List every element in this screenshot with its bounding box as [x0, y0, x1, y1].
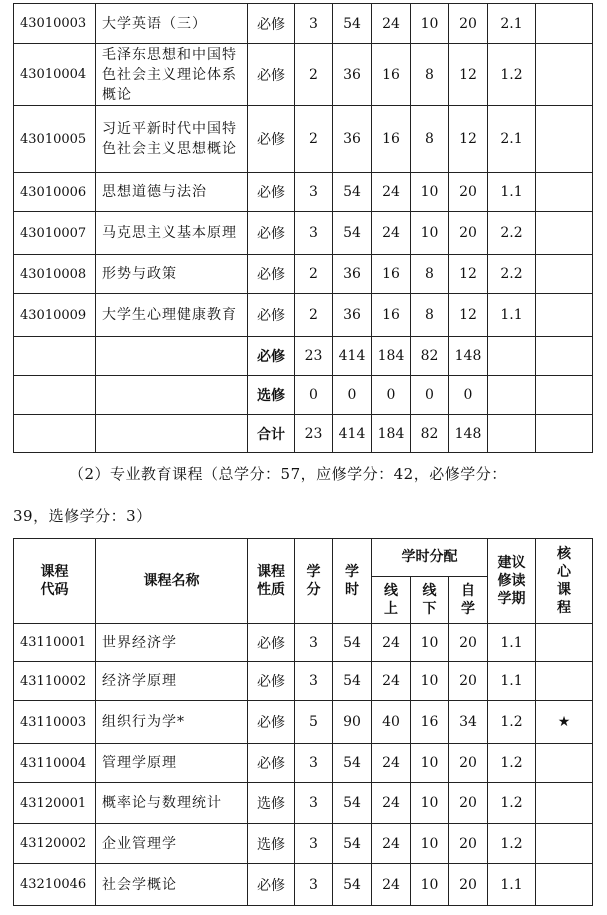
course-credit: 3	[295, 744, 333, 783]
course-hours: 90	[333, 701, 372, 744]
general-course-table	[13, 3, 593, 453]
table-row	[14, 255, 593, 294]
header-semester: 建议修读学期	[488, 539, 536, 624]
summary-offline: 82	[411, 337, 449, 376]
hours-self: 20	[449, 783, 488, 824]
course-code: 43110001	[14, 624, 96, 662]
suggested-semester: 1.1	[488, 864, 536, 906]
core-mark	[536, 255, 593, 294]
table-row	[14, 4, 593, 44]
course-code: 43120002	[14, 824, 96, 864]
summary-row	[14, 376, 593, 415]
course-type: 选修	[248, 783, 295, 824]
suggested-semester: 2.2	[488, 212, 536, 255]
table-row	[14, 824, 593, 864]
header-hours: 学时	[333, 539, 372, 624]
course-type: 必修	[248, 864, 295, 906]
table-row	[14, 662, 593, 701]
professional-course-table	[13, 538, 593, 906]
core-mark	[536, 4, 593, 44]
course-name: 形势与政策	[96, 255, 248, 294]
course-credit: 2	[295, 294, 333, 337]
core-mark	[536, 624, 593, 662]
table-row	[14, 783, 593, 824]
core-mark	[536, 106, 593, 173]
suggested-semester: 2.1	[488, 106, 536, 173]
course-code: 43010003	[14, 4, 96, 44]
summary-online: 184	[372, 337, 411, 376]
course-credit: 3	[295, 173, 333, 212]
summary-offline: 82	[411, 415, 449, 453]
hours-online: 16	[372, 106, 411, 173]
course-code: 43110003	[14, 701, 96, 744]
course-code: 43010008	[14, 255, 96, 294]
hours-online: 24	[372, 173, 411, 212]
course-hours: 54	[333, 173, 372, 212]
hours-online: 24	[372, 212, 411, 255]
hours-self: 20	[449, 744, 488, 783]
table-row	[14, 864, 593, 906]
core-mark	[536, 824, 593, 864]
summary-self: 0	[449, 376, 488, 415]
hours-offline: 8	[411, 44, 449, 106]
course-credit: 2	[295, 44, 333, 106]
hours-offline: 10	[411, 212, 449, 255]
table-row	[14, 173, 593, 212]
course-type: 选修	[248, 824, 295, 864]
summary-hours: 0	[333, 376, 372, 415]
hours-self: 34	[449, 701, 488, 744]
table-row	[14, 294, 593, 337]
summary-label: 合计	[248, 415, 295, 453]
summary-offline: 0	[411, 376, 449, 415]
hours-online: 24	[372, 4, 411, 44]
hours-online: 24	[372, 783, 411, 824]
suggested-semester: 1.2	[488, 824, 536, 864]
course-name: 思想道德与法治	[96, 173, 248, 212]
course-code: 43120001	[14, 783, 96, 824]
summary-credit: 23	[295, 415, 333, 453]
summary-self: 148	[449, 415, 488, 453]
summary-label: 选修	[248, 376, 295, 415]
course-type: 必修	[248, 212, 295, 255]
course-code: 43010005	[14, 106, 96, 173]
summary-hours: 414	[333, 415, 372, 453]
course-credit: 3	[295, 824, 333, 864]
course-code: 43010006	[14, 173, 96, 212]
hours-offline: 8	[411, 255, 449, 294]
course-name: 经济学原理	[96, 662, 248, 701]
suggested-semester: 1.1	[488, 662, 536, 701]
course-name: 社会学概论	[96, 864, 248, 906]
course-hours: 54	[333, 824, 372, 864]
course-hours: 54	[333, 4, 372, 44]
course-type: 必修	[248, 173, 295, 212]
core-mark	[536, 173, 593, 212]
course-code: 43010004	[14, 44, 96, 106]
header-distribution: 学时分配	[372, 539, 488, 577]
course-name: 企业管理学	[96, 824, 248, 864]
table-row	[14, 624, 593, 662]
course-credit: 3	[295, 783, 333, 824]
course-credit: 3	[295, 4, 333, 44]
summary-hours: 414	[333, 337, 372, 376]
summary-row	[14, 415, 593, 453]
course-type: 必修	[248, 106, 295, 173]
header-self: 自学	[449, 577, 488, 624]
course-hours: 54	[333, 624, 372, 662]
course-type: 必修	[248, 294, 295, 337]
hours-self: 20	[449, 4, 488, 44]
suggested-semester: 2.2	[488, 255, 536, 294]
course-type: 必修	[248, 4, 295, 44]
hours-online: 24	[372, 624, 411, 662]
hours-online: 24	[372, 864, 411, 906]
course-hours: 54	[333, 864, 372, 906]
course-name: 马克思主义基本原理	[96, 212, 248, 255]
suggested-semester: 1.1	[488, 294, 536, 337]
summary-credit: 0	[295, 376, 333, 415]
core-mark: ★	[536, 701, 593, 744]
course-credit: 5	[295, 701, 333, 744]
header-credit: 学分	[295, 539, 333, 624]
hours-self: 20	[449, 662, 488, 701]
core-mark	[536, 212, 593, 255]
header-online: 线上	[372, 577, 411, 624]
suggested-semester: 1.1	[488, 624, 536, 662]
hours-online: 24	[372, 744, 411, 783]
summary-self: 148	[449, 337, 488, 376]
header-offline: 线下	[411, 577, 449, 624]
course-credit: 3	[295, 864, 333, 906]
hours-online: 16	[372, 44, 411, 106]
header-code: 课程代码	[14, 539, 96, 624]
header-name: 课程名称	[96, 539, 248, 624]
suggested-semester: 1.2	[488, 744, 536, 783]
course-name: 大学英语（三）	[96, 4, 248, 44]
hours-self: 12	[449, 255, 488, 294]
course-type: 必修	[248, 662, 295, 701]
hours-self: 12	[449, 44, 488, 106]
summary-row	[14, 337, 593, 376]
section-paragraph-line1: （2）专业教育课程（总学分：57，应修学分：42，必修学分：	[69, 465, 507, 483]
core-mark	[536, 744, 593, 783]
course-hours: 36	[333, 294, 372, 337]
core-mark	[536, 864, 593, 906]
course-code: 43110002	[14, 662, 96, 701]
hours-offline: 10	[411, 744, 449, 783]
course-type: 必修	[248, 255, 295, 294]
hours-online: 40	[372, 701, 411, 744]
course-name: 毛泽东思想和中国特色社会主义理论体系概论	[96, 44, 248, 106]
header-type: 课程性质	[248, 539, 295, 624]
hours-self: 20	[449, 173, 488, 212]
course-name: 管理学原理	[96, 744, 248, 783]
table-row	[14, 44, 593, 106]
course-hours: 54	[333, 783, 372, 824]
general-course-table-body	[14, 4, 593, 337]
header-core: 核心课程	[536, 539, 593, 624]
course-credit: 2	[295, 106, 333, 173]
summary-credit: 23	[295, 337, 333, 376]
hours-self: 20	[449, 824, 488, 864]
course-hours: 54	[333, 744, 372, 783]
course-code: 43010009	[14, 294, 96, 337]
course-hours: 36	[333, 255, 372, 294]
course-type: 必修	[248, 44, 295, 106]
hours-self: 20	[449, 212, 488, 255]
table-row	[14, 212, 593, 255]
core-mark	[536, 294, 593, 337]
core-mark	[536, 783, 593, 824]
course-credit: 3	[295, 624, 333, 662]
hours-offline: 16	[411, 701, 449, 744]
suggested-semester: 1.1	[488, 173, 536, 212]
table-row	[14, 106, 593, 173]
course-name: 概率论与数理统计	[96, 783, 248, 824]
course-hours: 54	[333, 662, 372, 701]
course-hours: 36	[333, 106, 372, 173]
section-paragraph-line2: 39，选修学分：3）	[13, 507, 152, 525]
suggested-semester: 1.2	[488, 44, 536, 106]
hours-offline: 10	[411, 173, 449, 212]
hours-offline: 10	[411, 824, 449, 864]
suggested-semester: 1.2	[488, 701, 536, 744]
table-row	[14, 744, 593, 783]
hours-offline: 10	[411, 662, 449, 701]
table-row	[14, 701, 593, 744]
course-name: 组织行为学*	[96, 701, 248, 744]
course-type: 必修	[248, 624, 295, 662]
course-type: 必修	[248, 701, 295, 744]
hours-self: 12	[449, 294, 488, 337]
hours-online: 16	[372, 294, 411, 337]
summary-rows	[14, 337, 593, 453]
hours-offline: 10	[411, 4, 449, 44]
course-hours: 36	[333, 44, 372, 106]
hours-offline: 10	[411, 624, 449, 662]
hours-self: 20	[449, 864, 488, 906]
hours-self: 20	[449, 624, 488, 662]
summary-online: 184	[372, 415, 411, 453]
course-name: 世界经济学	[96, 624, 248, 662]
course-name: 习近平新时代中国特色社会主义思想概论	[96, 106, 248, 173]
hours-online: 24	[372, 824, 411, 864]
hours-offline: 8	[411, 106, 449, 173]
course-code: 43210046	[14, 864, 96, 906]
suggested-semester: 1.2	[488, 783, 536, 824]
hours-offline: 10	[411, 783, 449, 824]
course-code: 43010007	[14, 212, 96, 255]
core-mark	[536, 662, 593, 701]
hours-online: 24	[372, 662, 411, 701]
hours-offline: 10	[411, 864, 449, 906]
summary-label: 必修	[248, 337, 295, 376]
course-name: 大学生心理健康教育	[96, 294, 248, 337]
course-credit: 3	[295, 662, 333, 701]
hours-offline: 8	[411, 294, 449, 337]
course-type: 必修	[248, 744, 295, 783]
table-header	[14, 539, 593, 624]
course-credit: 2	[295, 255, 333, 294]
professional-course-table-body	[14, 624, 593, 906]
course-credit: 3	[295, 212, 333, 255]
suggested-semester: 2.1	[488, 4, 536, 44]
hours-self: 12	[449, 106, 488, 173]
course-hours: 54	[333, 212, 372, 255]
hours-online: 16	[372, 255, 411, 294]
summary-online: 0	[372, 376, 411, 415]
core-mark	[536, 44, 593, 106]
course-code: 43110004	[14, 744, 96, 783]
